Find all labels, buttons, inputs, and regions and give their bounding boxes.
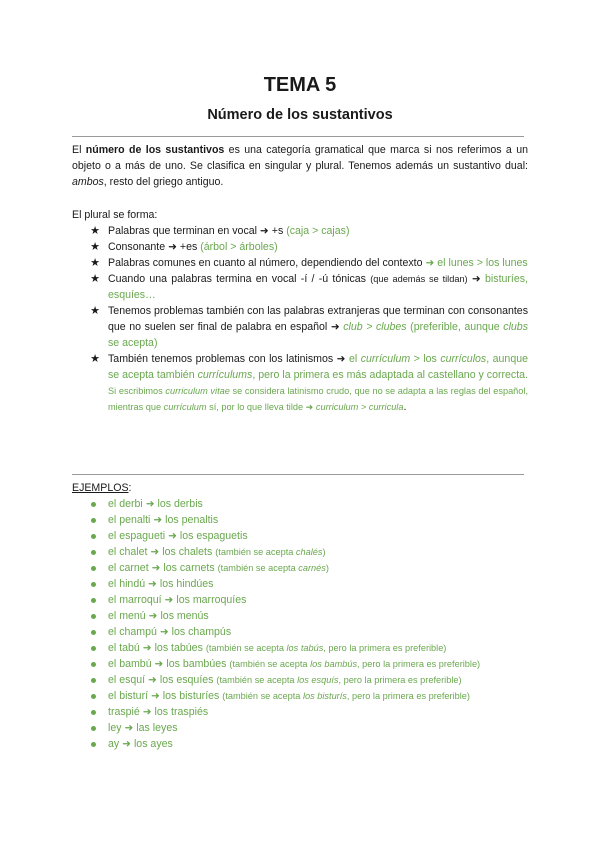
list-item: ★ Palabras comunes en cuanto al número, dependiendo del contexto ➜ el lunes > los lunes [90, 257, 528, 269]
intro-bold-term: número de los sustantivos [85, 144, 225, 156]
star-bullet-icon: ★ [90, 353, 100, 365]
list-item: el chalet ➜ los chalets (también se acepta chalés) [72, 544, 528, 560]
star-bullet-icon: ★ [90, 305, 100, 317]
bullet-dot-icon [91, 566, 96, 571]
plural-rules-list [72, 223, 528, 415]
plural-heading: El plural se forma: [72, 209, 158, 221]
list-item: ★ Palabras que terminan en vocal ➜ +s (caja > cajas) [90, 225, 350, 237]
bullet-dot-icon [91, 678, 96, 683]
list-item: el bisturí ➜ los bisturíes (también se acepta los bisturís, pero la primera es preferible) [72, 688, 528, 704]
bullet-dot-icon [91, 662, 96, 667]
list-item: el menú ➜ los menús [72, 608, 528, 624]
divider-top [72, 136, 524, 137]
bullet-dot-icon [91, 582, 96, 587]
list-item: ★ Cuando una palabras termina en vocal -í / -ú tónicas (que además se tildan) ➜ bisturíes, esquíes… [90, 273, 529, 301]
list-item: ley ➜ las leyes [72, 720, 528, 736]
intro-paragraph: El número de los sustantivos es una categoría gramatical que marca si nos referimos a un objeto o a más de uno. Se clasifica en singular y plural. Tenemos además un sustantivo dual: ambos, resto del griego antiguo. [72, 144, 528, 188]
list-item: el hindú ➜ los hindúes [72, 576, 528, 592]
list-item: el carnet ➜ los carnets (también se acepta carnés) [72, 560, 528, 576]
bullet-dot-icon [91, 518, 96, 523]
bullet-dot-icon [91, 710, 96, 715]
bullet-dot-icon [91, 694, 96, 699]
intro-italic-term: ambos [72, 176, 104, 188]
bullet-dot-icon [91, 614, 96, 619]
list-item: el penalti ➜ los penaltis [72, 512, 528, 528]
star-bullet-icon: ★ [90, 225, 100, 237]
list-item: el derbi ➜ los derbis [72, 496, 528, 512]
list-item: el esquí ➜ los esquíes (también se acepta los esquís, pero la primera es preferible) [72, 672, 528, 688]
bullet-dot-icon [91, 726, 96, 731]
divider-bottom [72, 474, 524, 475]
star-bullet-icon: ★ [90, 257, 100, 269]
examples-heading: EJEMPLOS: [72, 482, 132, 494]
examples-list [72, 496, 528, 752]
list-item: el champú ➜ los champús [72, 624, 528, 640]
list-item: traspié ➜ los traspiés [72, 704, 528, 720]
list-item: ★ Consonante ➜ +es (árbol > árboles) [90, 241, 278, 253]
bullet-dot-icon [91, 502, 96, 507]
list-item: el tabú ➜ los tabúes (también se acepta los tabús, pero la primera es preferible) [72, 640, 528, 656]
page-subtitle: Número de los sustantivos [207, 107, 393, 123]
list-item: ay ➜ los ayes [72, 736, 528, 752]
list-item: el bambú ➜ los bambúes (también se acepta los bambús, pero la primera es preferible) [72, 656, 528, 672]
list-item: ★ También tenemos problemas con los latinismos ➜ el currículum > los currículos, aunque se acepta también currículums, pero la primera es más adaptada al castellano y correcta. Si escribimos curriculum vitae se considera latinismo crudo, que no se adapta a las reglas del español, mientras que currículum sí, por lo que lleva tilde ➜ curriculum > curricula. [90, 353, 529, 413]
bullet-dot-icon [91, 742, 96, 747]
bullet-dot-icon [91, 550, 96, 555]
page-title: TEMA 5 [263, 74, 337, 96]
bullet-dot-icon [91, 598, 96, 603]
bullet-dot-icon [91, 534, 96, 539]
bullet-dot-icon [91, 630, 96, 635]
list-item: el espagueti ➜ los espaguetis [72, 528, 528, 544]
bullet-dot-icon [91, 646, 96, 651]
star-bullet-icon: ★ [90, 241, 100, 253]
list-item: el marroquí ➜ los marroquíes [72, 592, 528, 608]
star-bullet-icon: ★ [90, 273, 100, 285]
list-item: ★ Tenemos problemas también con las palabras extranjeras que terminan con consonantes que no suelen ser final de palabra en español ➜ club > clubes (preferible, aunque clubs se acepta) [90, 305, 528, 349]
